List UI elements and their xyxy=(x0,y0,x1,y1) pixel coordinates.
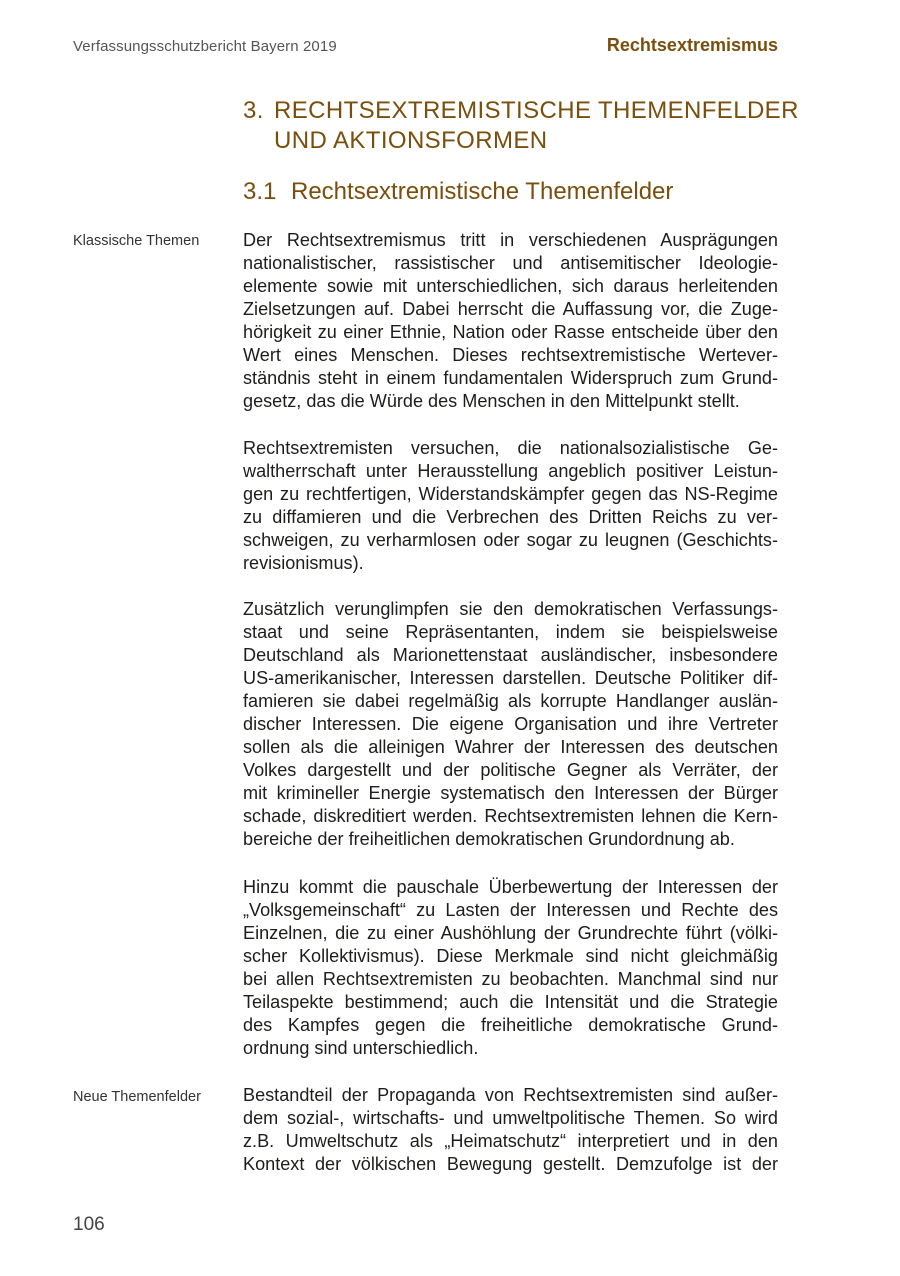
text-line: staat und seine Repräsentanten, indem sie beispielsweise xyxy=(243,622,778,642)
text-line: zu diffamieren und die Verbrechen des Dritten Reichs zu ver- xyxy=(243,507,778,527)
margin-note-new-topics: Neue Themenfelder xyxy=(73,1089,201,1105)
text-line: bereiche der freiheitlichen demokratischen Grundordnung ab. xyxy=(243,829,735,849)
text-line: mit krimineller Energie systematisch den Interessen der Bürger xyxy=(243,783,778,803)
text-line: schweigen, zu verharmlosen oder sogar zu leugnen (Geschichts- xyxy=(243,530,778,550)
paragraph-3 xyxy=(243,598,778,851)
text-line: dem sozial-, wirtschafts- und umweltpolitische Themen. So wird xyxy=(243,1108,778,1128)
section-number: 3.1 xyxy=(243,178,277,205)
text-line: nationalistischer, rassistischer und antisemitischer Ideologie- xyxy=(243,253,778,273)
text-line: bei allen Rechtsextremisten zu beobachten. Manchmal sind nur xyxy=(243,969,778,989)
text-line: Teilaspekte bestimmend; auch die Intensität und die Strategie xyxy=(243,992,778,1012)
text-line: Zielsetzungen auf. Dabei herrscht die Auffassung vor, die Zuge- xyxy=(243,299,778,319)
text-line: ständnis steht in einem fundamentalen Widerspruch zum Grund- xyxy=(243,368,778,388)
text-line: „Volksgemeinschaft“ zu Lasten der Interessen und Rechte des xyxy=(243,900,778,920)
text-line: Zusätzlich verunglimpfen sie den demokratischen Verfassungs- xyxy=(243,599,778,619)
text-line: scher Kollektivismus). Diese Merkmale sind nicht gleichmäßig xyxy=(243,946,778,966)
margin-note-classic-topics: Klassische Themen xyxy=(73,233,200,249)
text-line: elemente sowie mit unterschiedlichen, sich daraus herleitenden xyxy=(243,276,778,296)
text-line: ordnung sind unterschiedlich. xyxy=(243,1038,479,1058)
chapter-number: 3. xyxy=(243,97,264,124)
page-number: 106 xyxy=(73,1214,105,1235)
text-line: des Kampfes gegen die freiheitliche demokratische Grund- xyxy=(243,1015,778,1035)
running-header-section: Rechtsextremismus xyxy=(606,35,778,55)
text-line: z.B. Umweltschutz als „Heimatschutz“ interpretiert und in den xyxy=(243,1131,778,1151)
text-line: Rechtsextremisten versuchen, die nationalsozialistische Ge- xyxy=(243,438,778,458)
running-header-publication: Verfassungsschutzbericht Bayern 2019 xyxy=(73,38,337,55)
chapter-title-line-2: UND AKTIONSFORMEN xyxy=(274,127,548,154)
section-title: Rechtsextremistische Themenfelder xyxy=(291,178,674,205)
paragraph-5 xyxy=(243,1084,778,1176)
text-line: waltherrschaft unter Herausstellung angeblich positiver Leistun- xyxy=(243,461,778,481)
chapter-title-line-1: RECHTSEXTREMISTISCHE THEMENFELDER xyxy=(274,97,799,124)
text-line: discher Interessen. Die eigene Organisation und ihre Vertreter xyxy=(243,714,778,734)
text-line: Wert eines Menschen. Dieses rechtsextremistische Wertever- xyxy=(243,345,778,365)
text-line: Einzelnen, die zu einer Aushöhlung der Grundrechte führt (völki- xyxy=(243,923,778,943)
paragraph-1 xyxy=(243,229,778,413)
text-line: Hinzu kommt die pauschale Überbewertung der Interessen der xyxy=(243,877,778,897)
text-line: Kontext der völkischen Bewegung gestellt. Demzufolge ist der xyxy=(243,1154,778,1174)
paragraph-2 xyxy=(243,437,778,575)
text-line: US-amerikanischer, Interessen darstellen. Deutsche Politiker dif- xyxy=(243,668,778,688)
section-heading xyxy=(243,176,803,208)
chapter-heading xyxy=(243,96,803,156)
text-line: gen zu rechtfertigen, Widerstandskämpfer gegen das NS-Regime xyxy=(243,484,778,504)
text-line: Bestandteil der Propaganda von Rechtsextremisten sind außer- xyxy=(243,1085,778,1105)
text-line: Volkes dargestellt und der politische Gegner als Verräter, der xyxy=(243,760,778,780)
paragraph-4 xyxy=(243,876,778,1060)
text-line: famieren sie dabei regelmäßig als korrupte Handlanger auslän- xyxy=(243,691,778,711)
text-line: sollen als die alleinigen Wahrer der Interessen des deutschen xyxy=(243,737,778,757)
text-line: Der Rechtsextremismus tritt in verschiedenen Ausprägungen xyxy=(243,230,778,250)
text-line: gesetz, das die Würde des Menschen in den Mittelpunkt stellt. xyxy=(243,391,740,411)
text-line: hörigkeit zu einer Ethnie, Nation oder Rasse entscheide über den xyxy=(243,322,778,342)
text-line: revisionismus). xyxy=(243,553,364,573)
text-line: Deutschland als Marionettenstaat ausländischer, insbesondere xyxy=(243,645,778,665)
text-line: schade, diskreditiert werden. Rechtsextremisten lehnen die Kern- xyxy=(243,806,778,826)
